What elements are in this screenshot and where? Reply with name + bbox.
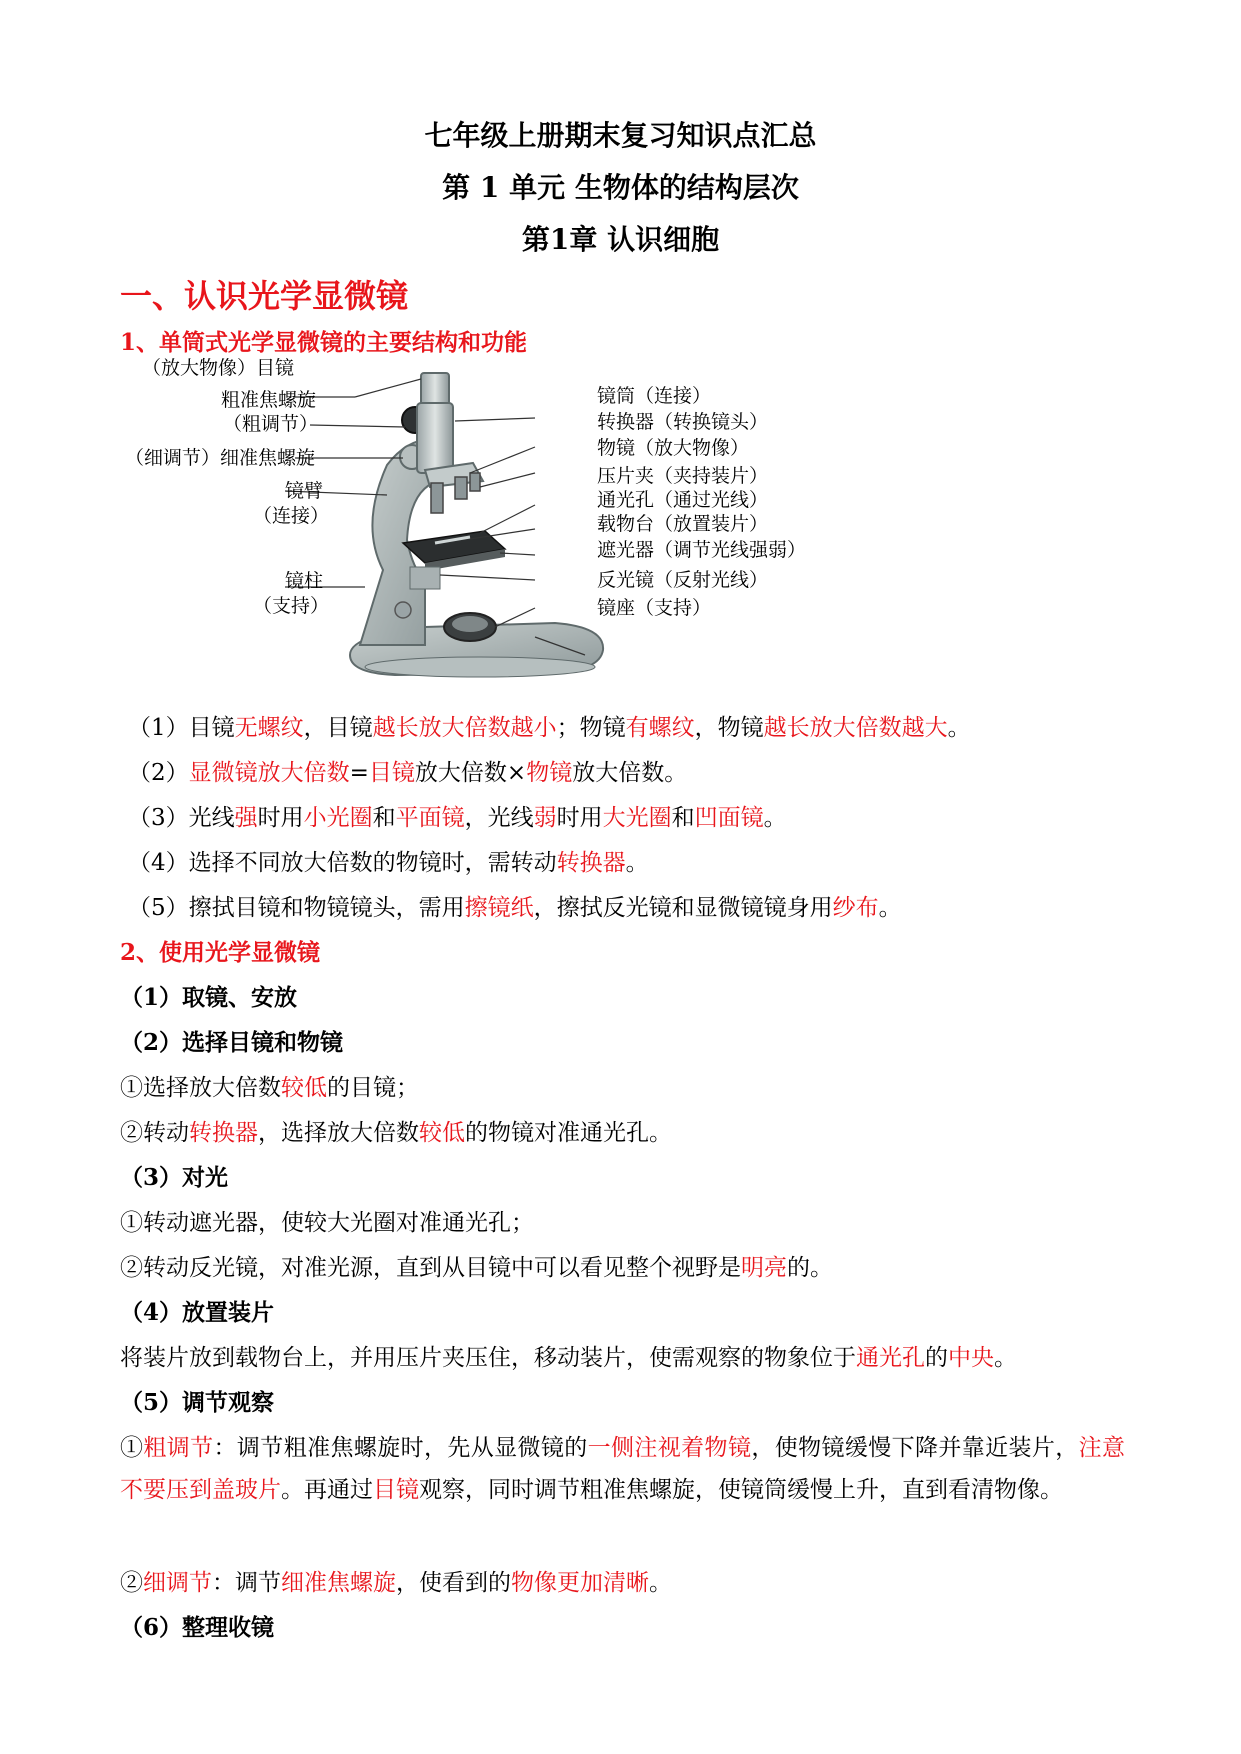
label-pillar: 镜柱: [285, 570, 324, 592]
step-2a: ①选择放大倍数较低的目镜；: [120, 1075, 419, 1101]
label-coarse-knob: 粗准焦螺旋: [221, 389, 317, 411]
point-4: （4）选择不同放大倍数的物镜时，需转动转换器。: [128, 850, 649, 876]
label-base: 镜座（支持）: [597, 597, 712, 619]
step-3b: ②转动反光镜，对准光源，直到从目镜中可以看见整个视野是明亮的。: [120, 1255, 833, 1281]
label-diaphragm: 遮光器（调节光线强弱）: [597, 539, 807, 561]
chapter-title: 第1章 认识细胞: [521, 223, 720, 256]
microscope-diagram: [125, 357, 845, 695]
label-fine-knob: （细调节）细准焦螺旋: [125, 447, 316, 469]
label-mirror: 反光镜（反射光线）: [597, 569, 769, 591]
label-stage: 载物台（放置装片）: [597, 513, 769, 535]
step-4a: 将装片放到载物台上，并用压片夹压住，移动装片，使需观察的物象位于通光孔的中央。: [120, 1345, 1017, 1371]
label-pillar-function: （支持）: [253, 595, 330, 617]
label-eyepiece: （放大物像）目镜: [142, 357, 295, 379]
step-3-heading: （3）对光: [120, 1164, 229, 1191]
label-light-hole: 通光孔（通过光线）: [597, 489, 769, 511]
doc-title: 七年级上册期末复习知识点汇总: [424, 119, 817, 152]
label-tube: 镜筒（连接）: [597, 385, 712, 407]
point-3: （3）光线强时用小光圈和平面镜，光线弱时用大光圈和凹面镜。: [128, 805, 787, 831]
label-arm: 镜臂: [285, 480, 324, 502]
step-4-heading: （4）放置装片: [120, 1299, 275, 1326]
step-2-heading: （2）选择目镜和物镜: [120, 1029, 344, 1056]
step-2b: ②转动转换器，选择放大倍数较低的物镜对准通光孔。: [120, 1120, 672, 1146]
step-5a: ①粗调节：调节粗准焦螺旋时，先从显微镜的一侧注视着物镜，使物镜缓慢下降并靠近装片，注意不要压到盖玻片。再通过目镜观察，同时调节粗准焦螺旋，使镜筒缓慢上升，直到看清物像。: [120, 1435, 1126, 1503]
point-1: （1）目镜无螺纹，目镜越长放大倍数越小；物镜有螺纹，物镜越长放大倍数越大。: [128, 715, 971, 741]
step-5b: ②细调节：调节细准焦螺旋，使看到的物像更加清晰。: [120, 1570, 672, 1596]
unit-title: 第 1 单元 生物体的结构层次: [442, 171, 799, 204]
label-objective: 物镜（放大物像）: [597, 437, 750, 459]
point-2: （2）显微镜放大倍数=目镜放大倍数×物镜放大倍数。: [128, 760, 688, 786]
step-3a: ①转动遮光器，使较大光圈对准通光孔；: [120, 1210, 534, 1236]
label-arm-function: （连接）: [253, 505, 330, 527]
step-5-heading: （5）调节观察: [120, 1389, 275, 1416]
subsection-heading-usage: 2、使用光学显微镜: [120, 939, 321, 966]
label-nosepiece: 转换器（转换镜头）: [597, 411, 769, 433]
step-1-heading: （1）取镜、安放: [120, 984, 298, 1011]
subsection-heading-structure: 1、单筒式光学显微镜的主要结构和功能: [120, 329, 528, 356]
section-heading-microscope: 一、认识光学显微镜: [120, 277, 409, 315]
label-stage-clip: 压片夹（夹持装片）: [597, 465, 769, 487]
point-5: （5）擦拭目镜和物镜镜头，需用擦镜纸，擦拭反光镜和显微镜镜身用纱布。: [128, 895, 902, 921]
label-coarse-function: （粗调节）: [223, 413, 319, 435]
step-6-heading: （6）整理收镜: [120, 1614, 275, 1641]
